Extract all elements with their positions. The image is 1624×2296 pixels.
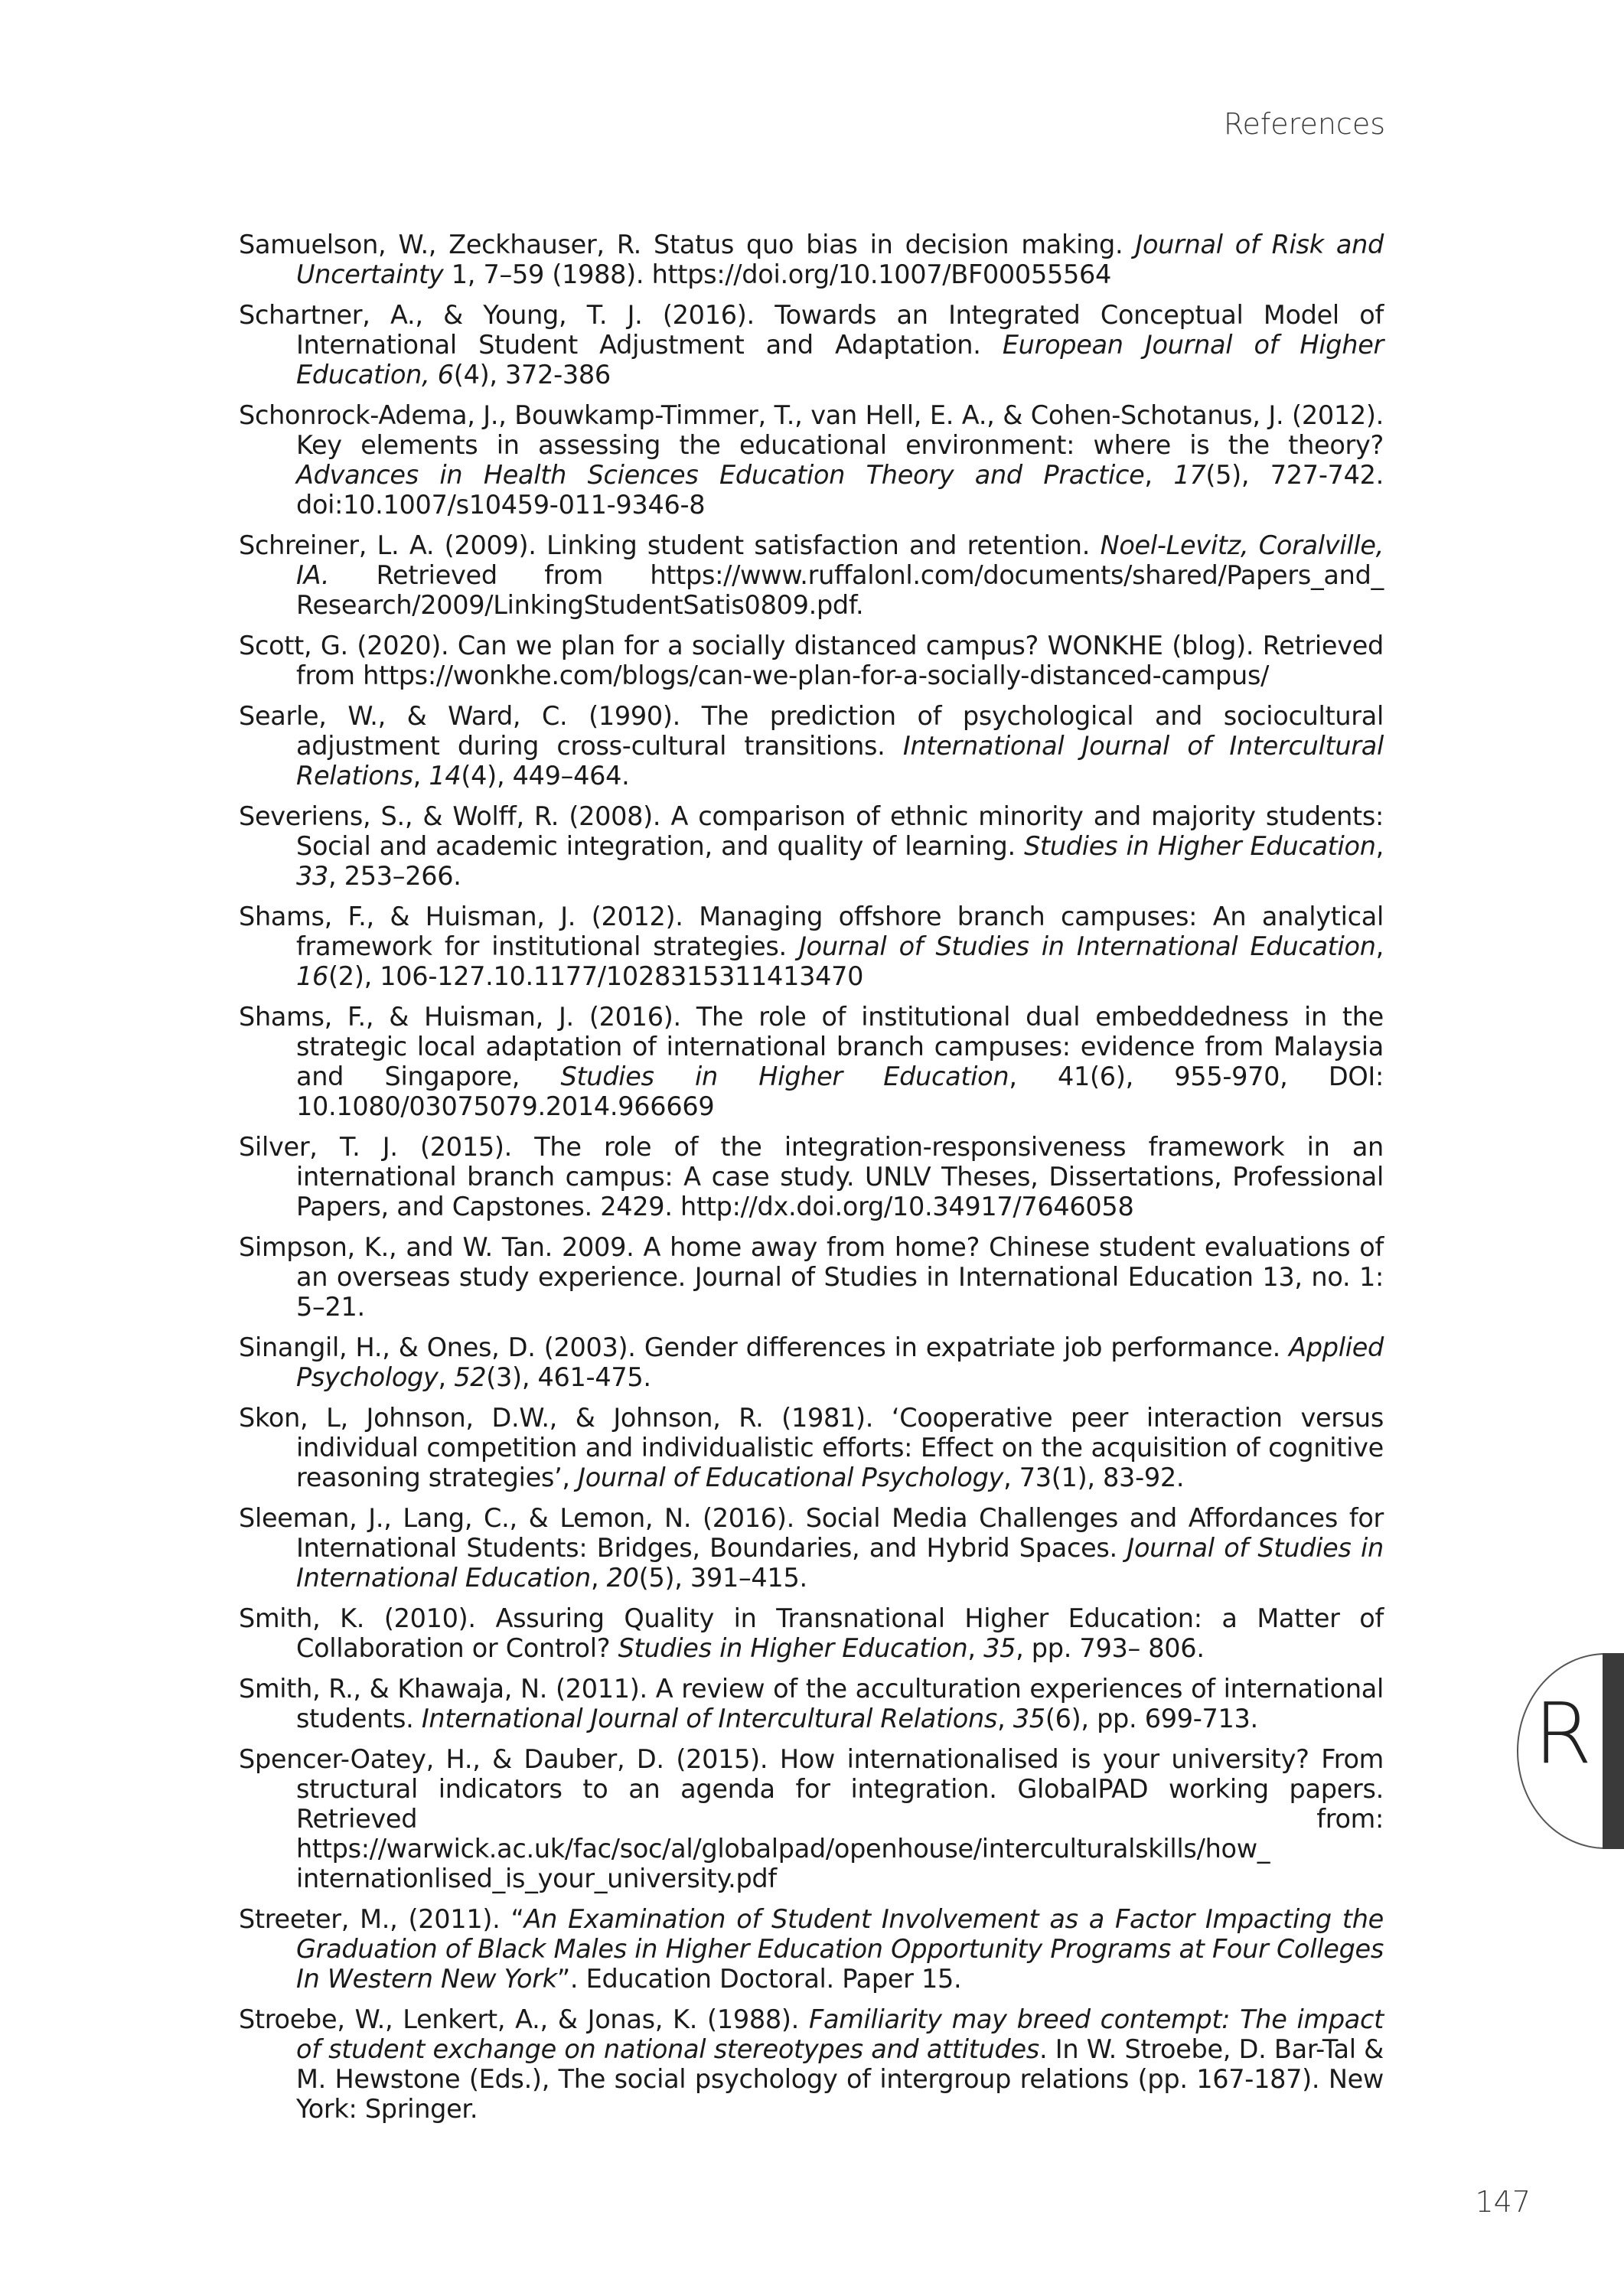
reference-text-segment: , (1144, 460, 1174, 490)
reference-text-segment: (4), 372-386 (453, 360, 611, 390)
reference-text-segment: Schreiner, L. A. (2009). Linking student satisfaction and retention. (239, 530, 1101, 560)
reference-entry (239, 1002, 1384, 1121)
reference-text-segment: ”. Education Doctoral. Paper 15. (556, 1964, 962, 1994)
reference-text-segment: (6), pp. 699-713. (1045, 1704, 1258, 1733)
reference-entry (239, 1332, 1384, 1392)
reference-text-segment: , (413, 761, 429, 791)
reference-text-segment: Simpson, K., and W. Tan. 2009. A home away from home? Chinese student evaluations of an overseas study experience. Journal of Studies in International Education 13, no. 1: 5–21. (239, 1232, 1384, 1322)
reference-entry (239, 1603, 1384, 1663)
reference-italic-segment: 35 (983, 1633, 1016, 1663)
reference-text-segment: Schartner, A., & Young, T. J. (2016). Towards an Integrated Conceptual Model of International Student Adjustment and Adaptation. (239, 300, 1384, 360)
reference-text-segment: Sinangil, H., & Ones, D. (2003). Gender differences in expatriate job performance. (239, 1332, 1290, 1362)
reference-text-segment: Skon, L, Johnson, D.W., & Johnson, R. (1981). ‘Cooperative peer interaction versus individual competition and individualistic efforts: Effect on the acquisition of cognitive reasoning strategies’, (239, 1403, 1384, 1492)
reference-italic-segment: Studies in Higher Education (1024, 831, 1376, 861)
reference-entry (239, 701, 1384, 791)
reference-text-segment: (2), 106-127.10.1177/1028315311413470 (328, 961, 864, 991)
reference-text-segment: Silver, T. J. (2015). The role of the integration-responsiveness framework in an international branch campus: A case study. UNLV Theses, Dissertations, Professional Papers, and Capstones. 2429. http://dx.doi.org/10.34917/7646058 (239, 1132, 1384, 1221)
reference-list (239, 230, 1384, 2135)
reference-text-segment: Stroebe, W., Lenkert, A., & Jonas, K. (1988). (239, 2004, 809, 2034)
reference-entry (239, 400, 1384, 520)
reference-entry (239, 1744, 1384, 1893)
reference-italic-segment: Studies in Higher Education (618, 1633, 968, 1663)
reference-text-segment: Retrieved from https://www.ruffalonl.com/documents/shared/Papers_and_ Research/2009/LinkingStudentSatis0809.pdf. (296, 560, 1384, 620)
reference-italic-segment: Journal of Studies in International Education (296, 1533, 1384, 1593)
reference-italic-segment: 52 (454, 1362, 487, 1392)
reference-entry (239, 1232, 1384, 1322)
reference-italic-segment: Journal of Studies in International Education (799, 931, 1376, 961)
reference-text-segment: , (967, 1633, 984, 1663)
reference-entry (239, 2004, 1384, 2124)
reference-entry (239, 902, 1384, 991)
reference-italic-segment: European Journal of Higher Education, 6 (296, 330, 1384, 390)
reference-text-segment: Shams, F., & Huisman, J. (2012). Managing offshore branch campuses: An analytical framework for institutional strategies. (239, 902, 1384, 961)
reference-text-segment: , (1375, 831, 1384, 861)
reference-text-segment: 1, 7–59 (1988). https://doi.org/10.1007/BF00055564 (443, 259, 1112, 289)
reference-entry (239, 1904, 1384, 1994)
reference-text-segment: Spencer-Oatey, H., & Dauber, D. (2015). How internationalised is your university? From structural indicators to an agenda for integration. GlobalPAD working papers. Retrieved from: https://warwick.ac.uk/fac/soc/al/globalpad/openhouse/interculturalskills/how_ internationlised_is_your_university.pdf (239, 1744, 1384, 1893)
reference-entry (239, 230, 1384, 289)
reference-text-segment: , (1375, 931, 1384, 961)
reference-italic-segment: An Examination of Student Involvement as a Factor Impacting the Graduation of Black Males in Higher Education Opportunity Programs at Four Colleges In Western New York (296, 1904, 1384, 1994)
reference-italic-segment: 33 (296, 861, 329, 891)
reference-entry (239, 1674, 1384, 1733)
reference-text-segment: Shams, F., & Huisman, J. (2016). The role of institutional dual embeddedness in the strategic local adaptation of international branch campuses: evidence from Malaysia and Singapore, (239, 1002, 1384, 1091)
reference-text-segment: Schonrock-Adema, J., Bouwkamp-Timmer, T., van Hell, E. A., & Cohen-Schotanus, J. (2012). Key elements in assessing the educational environment: where is the theory? (239, 400, 1384, 460)
reference-text-segment: , (590, 1563, 607, 1593)
reference-text-segment: Samuelson, W., Zeckhauser, R. Status quo bias in decision making. (239, 230, 1136, 259)
reference-text-segment: Smith, K. (2010). Assuring Quality in Transnational Higher Education: a Matter of Collaboration or Control? (239, 1603, 1384, 1663)
reference-entry (239, 300, 1384, 390)
section-tab-bar (1603, 1653, 1624, 1849)
reference-italic-segment: 14 (429, 761, 461, 791)
reference-text-segment: (4), 449–464. (461, 761, 630, 791)
reference-text-segment: , (997, 1704, 1013, 1733)
reference-italic-segment: 17 (1173, 460, 1206, 490)
reference-italic-segment: International Journal of Intercultural Relations (421, 1704, 998, 1733)
reference-text-segment: (3), 461-475. (486, 1362, 651, 1392)
running-head: References (1223, 107, 1385, 141)
reference-entry (239, 631, 1384, 690)
reference-italic-segment: Studies in Higher Education (560, 1062, 1009, 1091)
reference-italic-segment: Applied Psychology (296, 1332, 1384, 1392)
reference-italic-segment: Advances in Health Sciences Education Theory and Practice (296, 460, 1145, 490)
reference-italic-segment: 16 (296, 961, 329, 991)
reference-text-segment: Scott, G. (2020). Can we plan for a socially distanced campus? WONKHE (blog). Retrieved from https://wonkhe.com/blogs/can-we-plan-for-a-socially-distanced-campus/ (239, 631, 1384, 690)
reference-entry (239, 1132, 1384, 1221)
reference-entry (239, 1403, 1384, 1492)
reference-italic-segment: 20 (606, 1563, 639, 1593)
section-tab (1517, 1653, 1624, 1849)
reference-italic-segment: Noel-Levitz, Coralville, IA. (296, 530, 1384, 590)
reference-italic-segment: International Journal of Intercultural Relations (296, 731, 1384, 791)
reference-text-segment: Severiens, S., & Wolff, R. (2008). A comparison of ethnic minority and majority students: Social and academic integration, and quality of learning. (239, 801, 1384, 861)
reference-italic-segment: Familiarity may breed contempt: The impact of student exchange on national stereotypes and attitudes (296, 2004, 1384, 2064)
reference-text-segment: Streeter, M., (2011). “ (239, 1904, 524, 1934)
reference-entry (239, 801, 1384, 891)
reference-text-segment: , 73(1), 83-92. (1003, 1463, 1185, 1492)
reference-text-segment: Searle, W., & Ward, C. (1990). The prediction of psychological and sociocultural adjustment during cross-cultural transitions. (239, 701, 1384, 761)
reference-italic-segment: 35 (1013, 1704, 1045, 1733)
reference-text-segment: , 253–266. (328, 861, 461, 891)
reference-text-segment: , pp. 793– 806. (1016, 1633, 1205, 1663)
reference-entry (239, 530, 1384, 620)
reference-entry (239, 1503, 1384, 1593)
reference-text-segment: Smith, R., & Khawaja, N. (2011). A review of the acculturation experiences of international students. (239, 1674, 1384, 1733)
reference-text-segment: (5), 727-742. doi:10.1007/s10459-011-9346-8 (296, 460, 1384, 520)
reference-italic-segment: Journal of Risk and Uncertainty (296, 230, 1384, 289)
reference-text-segment: , 41(6), 955-970, DOI: 10.1080/03075079.2014.966669 (296, 1062, 1384, 1121)
reference-text-segment: , (438, 1362, 455, 1392)
reference-italic-segment: Journal of Educational Psychology (578, 1463, 1004, 1492)
section-tab-letter: R (1534, 1684, 1593, 1782)
page-number: 147 (1475, 2185, 1531, 2219)
reference-text-segment: (5), 391–415. (638, 1563, 807, 1593)
reference-text-segment: . In W. Stroebe, D. Bar-Tal & M. Hewstone (Eds.), The social psychology of intergroup relations (pp. 167-187). New York: Springer. (296, 2034, 1384, 2124)
reference-text-segment: Sleeman, J., Lang, C., & Lemon, N. (2016). Social Media Challenges and Affordances for International Students: Bridges, Boundaries, and Hybrid Spaces. (239, 1503, 1384, 1563)
